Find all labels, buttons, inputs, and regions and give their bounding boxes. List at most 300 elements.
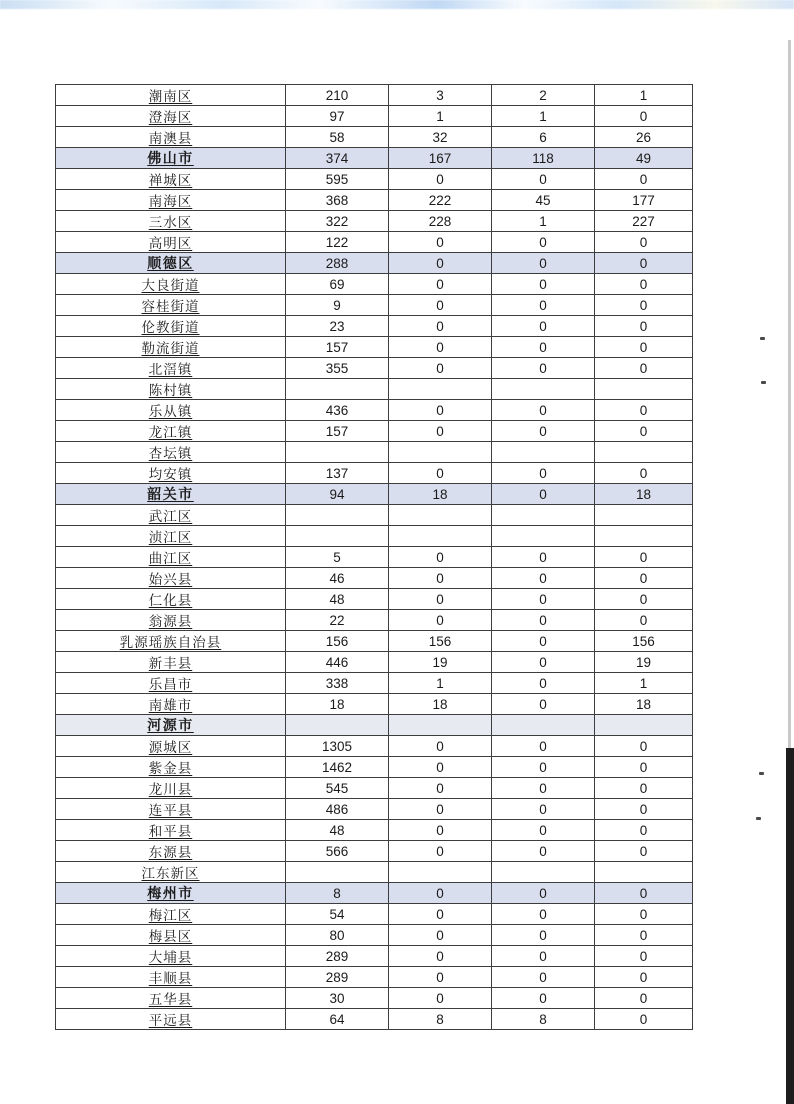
table-row [56,820,693,841]
region-name: 龙江镇 [148,425,193,440]
table-row [56,883,693,904]
region-name: 北滘镇 [148,362,193,377]
value-cell: 0 [492,883,595,904]
table-row [56,127,693,148]
region-name: 禅城区 [148,173,193,188]
region-name-cell [56,715,286,736]
value-cell: 26 [595,127,693,148]
value-cell: 156 [595,631,693,652]
region-name: 佛山市 [147,150,194,166]
value-cell [389,505,492,526]
value-cell: 0 [492,400,595,421]
value-cell: 0 [595,988,693,1009]
table-row [56,190,693,211]
region-name-cell [56,421,286,442]
value-cell: 5 [286,547,389,568]
value-cell: 355 [286,358,389,379]
region-name-cell [56,736,286,757]
region-name: 南海区 [148,194,193,209]
value-cell: 0 [492,652,595,673]
table-row [56,274,693,295]
table-row [56,988,693,1009]
region-name: 高明区 [148,236,193,251]
value-cell: 3 [389,85,492,106]
value-cell [492,505,595,526]
value-cell: 1305 [286,736,389,757]
region-name-cell [56,862,286,883]
table-row [56,358,693,379]
value-cell: 566 [286,841,389,862]
table-row [56,232,693,253]
value-cell: 0 [595,883,693,904]
table-row [56,589,693,610]
value-cell: 0 [492,694,595,715]
region-name-cell [56,274,286,295]
value-cell: 137 [286,463,389,484]
region-name: 乳源瑶族自治县 [119,635,222,650]
region-name-cell [56,904,286,925]
value-cell: 436 [286,400,389,421]
value-cell: 18 [595,484,693,505]
region-name-cell [56,484,286,505]
table-row [56,316,693,337]
value-cell [389,715,492,736]
region-name: 翁源县 [148,614,193,629]
value-cell: 157 [286,421,389,442]
table-row [56,757,693,778]
table-row [56,946,693,967]
region-name: 五华县 [148,992,193,1007]
region-name: 乐昌市 [148,677,193,692]
region-name-cell [56,988,286,1009]
value-cell [595,379,693,400]
value-cell: 118 [492,148,595,169]
value-cell: 0 [389,274,492,295]
region-name-cell [56,505,286,526]
scan-artifact-right-edge-light [788,40,791,750]
value-cell: 0 [389,841,492,862]
value-cell: 48 [286,589,389,610]
value-cell [492,862,595,883]
scan-artifact-top-band [0,0,794,9]
table-row [56,442,693,463]
value-cell: 1 [389,673,492,694]
region-name: 三水区 [148,215,193,230]
value-cell [286,526,389,547]
value-cell: 49 [595,148,693,169]
table-row [56,85,693,106]
value-cell: 1 [492,106,595,127]
region-name: 南雄市 [148,698,193,713]
region-name-cell [56,589,286,610]
value-cell: 0 [492,295,595,316]
table-row [56,568,693,589]
value-cell: 8 [286,883,389,904]
value-cell: 0 [492,568,595,589]
value-cell: 0 [595,589,693,610]
value-cell: 0 [389,904,492,925]
region-name: 武江区 [148,509,193,524]
region-name: 梅州市 [147,885,194,901]
scan-speck [759,772,764,775]
value-cell: 0 [595,169,693,190]
region-name-cell [56,967,286,988]
value-cell: 0 [492,736,595,757]
value-cell: 0 [389,316,492,337]
table-row [56,106,693,127]
region-name: 韶关市 [147,486,194,502]
value-cell: 322 [286,211,389,232]
value-cell: 227 [595,211,693,232]
value-cell: 64 [286,1009,389,1030]
value-cell: 1462 [286,757,389,778]
region-name-cell [56,85,286,106]
value-cell [389,862,492,883]
scan-speck [760,337,765,340]
value-cell: 0 [595,106,693,127]
table-row [56,505,693,526]
value-cell: 0 [389,463,492,484]
value-cell: 0 [492,925,595,946]
value-cell: 0 [595,316,693,337]
region-name-cell [56,232,286,253]
value-cell: 30 [286,988,389,1009]
value-cell: 1 [389,106,492,127]
value-cell: 0 [389,337,492,358]
table-row [56,925,693,946]
table-row [56,610,693,631]
region-name: 龙川县 [148,782,193,797]
value-cell: 0 [595,610,693,631]
value-cell: 19 [595,652,693,673]
table-row [56,1009,693,1030]
region-name-cell [56,778,286,799]
value-cell: 289 [286,946,389,967]
value-cell: 0 [389,988,492,1009]
value-cell [595,526,693,547]
region-name: 浈江区 [148,530,193,545]
value-cell: 0 [389,589,492,610]
value-cell: 94 [286,484,389,505]
value-cell: 0 [389,568,492,589]
value-cell: 0 [492,547,595,568]
region-name: 梅江区 [148,908,193,923]
value-cell: 0 [389,736,492,757]
region-name: 始兴县 [148,572,193,587]
region-name-cell [56,169,286,190]
value-cell: 0 [492,253,595,274]
table-row [56,673,693,694]
region-name: 伦教街道 [141,320,200,335]
value-cell [492,715,595,736]
scan-speck [761,381,766,384]
value-cell [492,379,595,400]
table-row [56,547,693,568]
value-cell: 1 [595,85,693,106]
value-cell: 0 [389,400,492,421]
value-cell: 9 [286,295,389,316]
value-cell [286,442,389,463]
value-cell: 288 [286,253,389,274]
value-cell: 0 [492,778,595,799]
value-cell: 0 [595,904,693,925]
region-table-body [56,85,693,1030]
region-name-cell [56,694,286,715]
value-cell: 0 [389,253,492,274]
table-row [56,736,693,757]
value-cell: 0 [595,337,693,358]
value-cell: 0 [595,925,693,946]
region-name: 梅县区 [148,929,193,944]
value-cell: 8 [389,1009,492,1030]
table-row [56,253,693,274]
value-cell [595,715,693,736]
value-cell: 0 [389,295,492,316]
region-name-cell [56,337,286,358]
value-cell: 0 [595,358,693,379]
value-cell: 0 [595,778,693,799]
value-cell [595,505,693,526]
table-row [56,904,693,925]
value-cell: 80 [286,925,389,946]
value-cell: 0 [492,967,595,988]
value-cell: 222 [389,190,492,211]
region-name: 仁化县 [148,593,193,608]
region-name-cell [56,1009,286,1030]
value-cell: 0 [389,547,492,568]
value-cell: 0 [492,232,595,253]
value-cell: 0 [389,967,492,988]
value-cell: 167 [389,148,492,169]
region-name-cell [56,316,286,337]
region-name-cell [56,106,286,127]
value-cell: 595 [286,169,389,190]
value-cell: 0 [492,988,595,1009]
value-cell: 0 [492,358,595,379]
value-cell: 6 [492,127,595,148]
value-cell: 156 [286,631,389,652]
value-cell: 0 [595,253,693,274]
table-row [56,526,693,547]
value-cell: 338 [286,673,389,694]
region-name: 源城区 [148,740,193,755]
value-cell: 0 [595,295,693,316]
value-cell: 0 [389,778,492,799]
table-row [56,169,693,190]
region-name: 勒流街道 [141,341,200,356]
value-cell: 0 [389,232,492,253]
value-cell: 0 [595,946,693,967]
region-name: 连平县 [148,803,193,818]
region-name-cell [56,757,286,778]
value-cell: 368 [286,190,389,211]
value-cell: 18 [389,484,492,505]
region-name-cell [56,547,286,568]
region-name-cell [56,946,286,967]
value-cell: 0 [492,610,595,631]
value-cell: 157 [286,337,389,358]
value-cell: 19 [389,652,492,673]
region-name-cell [56,925,286,946]
region-name-cell [56,211,286,232]
value-cell: 0 [389,610,492,631]
region-name-cell [56,799,286,820]
value-cell: 446 [286,652,389,673]
value-cell: 0 [492,799,595,820]
region-name-cell [56,379,286,400]
table-row [56,484,693,505]
value-cell: 0 [389,799,492,820]
value-cell [492,442,595,463]
value-cell: 1 [595,673,693,694]
value-cell: 0 [492,274,595,295]
value-cell: 0 [389,883,492,904]
value-cell: 0 [595,736,693,757]
table-row [56,841,693,862]
value-cell: 0 [492,673,595,694]
region-name: 容桂街道 [141,299,200,314]
value-cell: 32 [389,127,492,148]
value-cell: 18 [595,694,693,715]
region-name: 潮南区 [148,89,193,104]
region-name: 新丰县 [148,656,193,671]
region-name-cell [56,820,286,841]
value-cell: 18 [286,694,389,715]
value-cell: 0 [492,631,595,652]
value-cell [286,505,389,526]
region-name: 南澳县 [148,131,193,146]
value-cell: 228 [389,211,492,232]
value-cell: 69 [286,274,389,295]
value-cell: 0 [389,757,492,778]
value-cell [492,526,595,547]
value-cell [595,862,693,883]
table-row [56,337,693,358]
value-cell: 0 [595,1009,693,1030]
region-name: 大埔县 [148,950,193,965]
scan-artifact-right-edge-dark [786,748,794,1104]
value-cell: 0 [492,946,595,967]
value-cell: 210 [286,85,389,106]
value-cell: 0 [595,568,693,589]
value-cell: 18 [389,694,492,715]
value-cell: 46 [286,568,389,589]
value-cell: 0 [492,757,595,778]
table-row [56,652,693,673]
value-cell: 0 [389,820,492,841]
region-name: 丰顺县 [148,971,193,986]
region-name-cell [56,253,286,274]
value-cell: 0 [492,484,595,505]
value-cell: 0 [595,841,693,862]
value-cell: 0 [389,169,492,190]
region-name: 杏坛镇 [148,446,193,461]
value-cell: 0 [389,946,492,967]
value-cell: 8 [492,1009,595,1030]
region-name: 澄海区 [148,110,193,125]
value-cell: 486 [286,799,389,820]
table-row [56,379,693,400]
region-name: 大良街道 [141,278,200,293]
region-name: 和平县 [148,824,193,839]
value-cell: 2 [492,85,595,106]
value-cell: 45 [492,190,595,211]
value-cell: 0 [492,820,595,841]
value-cell: 48 [286,820,389,841]
table-row [56,400,693,421]
region-name: 曲江区 [148,551,193,566]
value-cell: 0 [492,841,595,862]
value-cell: 122 [286,232,389,253]
value-cell [595,442,693,463]
value-cell: 0 [595,463,693,484]
value-cell: 0 [492,316,595,337]
value-cell: 58 [286,127,389,148]
value-cell: 177 [595,190,693,211]
value-cell: 1 [492,211,595,232]
table-row [56,799,693,820]
region-name: 河源市 [147,717,194,733]
region-name-cell [56,190,286,211]
table-row [56,148,693,169]
value-cell [389,379,492,400]
table-row [56,631,693,652]
value-cell: 0 [389,421,492,442]
region-name-cell [56,673,286,694]
region-name-cell [56,463,286,484]
table-row [56,967,693,988]
region-name-cell [56,358,286,379]
value-cell: 0 [492,904,595,925]
region-name: 平远县 [148,1013,193,1028]
value-cell: 0 [492,589,595,610]
value-cell [286,379,389,400]
table-row [56,421,693,442]
value-cell [389,442,492,463]
region-name: 东源县 [148,845,193,860]
region-name: 顺德区 [147,255,194,271]
table-row [56,694,693,715]
region-name-cell [56,442,286,463]
value-cell: 0 [595,232,693,253]
value-cell: 0 [595,274,693,295]
value-cell: 0 [595,967,693,988]
region-name: 陈村镇 [148,383,193,398]
region-name-cell [56,148,286,169]
value-cell [286,862,389,883]
region-name-cell [56,295,286,316]
value-cell: 0 [595,820,693,841]
region-name-cell [56,631,286,652]
region-name-cell [56,568,286,589]
table-row [56,778,693,799]
value-cell: 0 [492,421,595,442]
table-row [56,463,693,484]
value-cell: 97 [286,106,389,127]
value-cell: 0 [595,400,693,421]
region-name-cell [56,400,286,421]
value-cell: 0 [595,799,693,820]
value-cell: 54 [286,904,389,925]
value-cell: 0 [595,421,693,442]
value-cell: 0 [492,337,595,358]
value-cell: 0 [389,925,492,946]
table-row [56,295,693,316]
value-cell: 0 [595,757,693,778]
region-name: 紫金县 [148,761,193,776]
region-name-cell [56,652,286,673]
region-statistics-table [55,84,693,1030]
